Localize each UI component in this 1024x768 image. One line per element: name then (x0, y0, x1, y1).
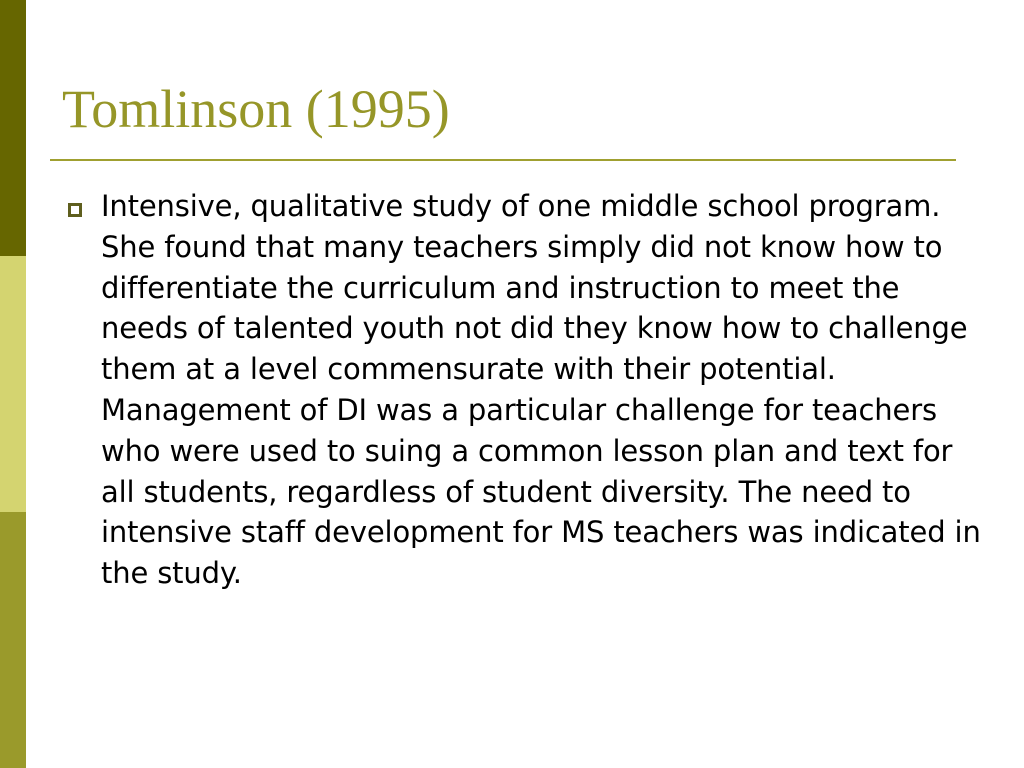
bullet-item (62, 186, 982, 594)
sidebar-segment-top (0, 0, 26, 256)
hollow-square-bullet-icon (68, 203, 82, 217)
bullet-list (62, 186, 982, 594)
bullet-text: Intensive, qualitative study of one middle school program. She found that many teachers simply did not know how to differentiate the curriculum and instruction to meet the needs of talented youth not did they know how to challenge them at a level commensurate with their potential. Management of DI was a particular challenge for teachers who were used to suing a common lesson plan and text for all students, regardless of student diversity. The need to intensive staff development for MS teachers was indicated in the study. (101, 189, 981, 591)
decorative-sidebar (0, 0, 26, 768)
sidebar-segment-bottom (0, 512, 26, 768)
sidebar-segment-middle (0, 256, 26, 512)
title-divider (50, 159, 956, 161)
slide-title: Tomlinson (1995) (62, 79, 450, 139)
